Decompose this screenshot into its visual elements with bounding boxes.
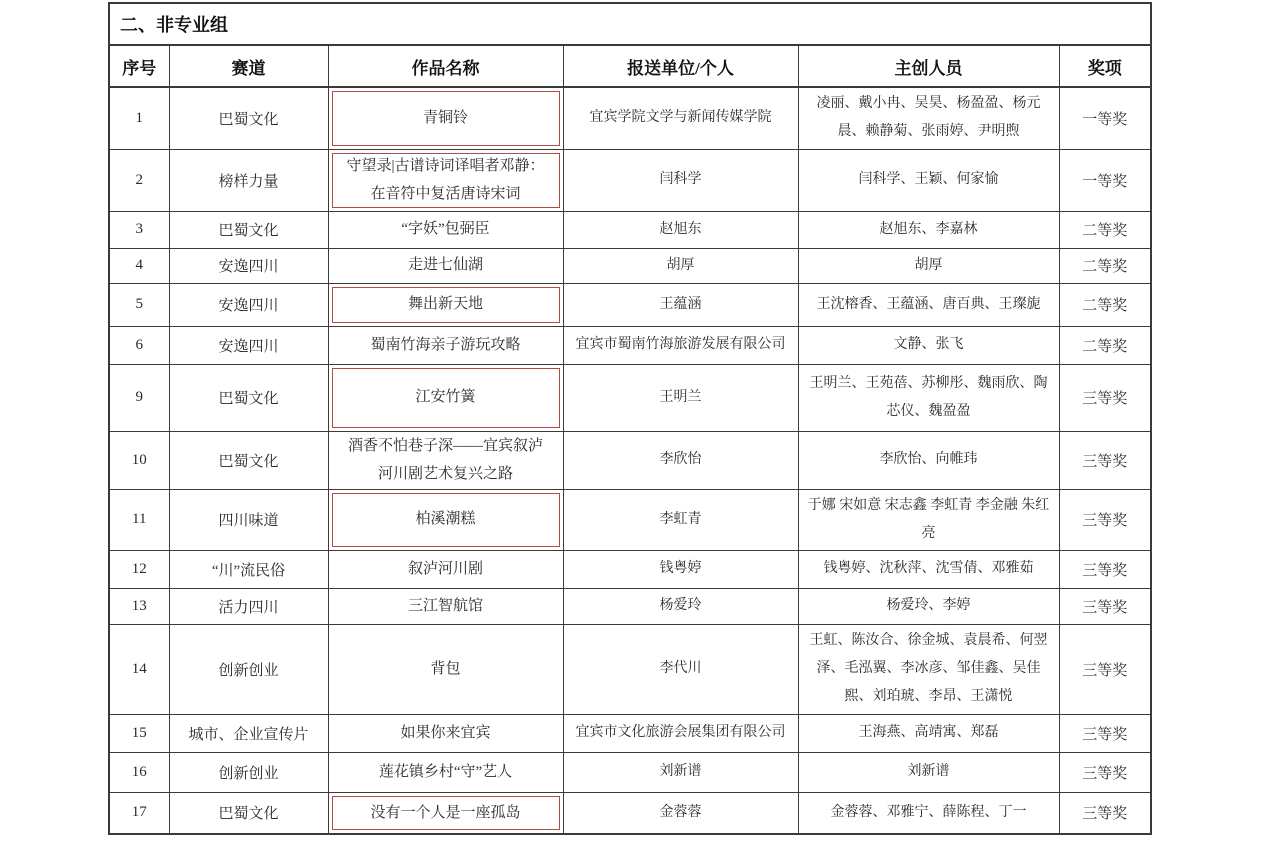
cell-work-title	[328, 588, 563, 624]
work-title-text: 蜀南竹海亲子游玩攻略	[370, 336, 521, 353]
cell-track: 巴蜀文化	[169, 792, 328, 834]
section-title-row	[109, 3, 1151, 45]
cell-award: 二等奖	[1059, 326, 1151, 364]
table-row	[109, 714, 1151, 752]
cell-creators: 赵旭东、李嘉林	[798, 211, 1059, 248]
cell-submitting-unit: 李代川	[563, 624, 798, 714]
cell-work-title	[328, 431, 563, 489]
cell-creators: 王海燕、高靖寓、郑磊	[798, 714, 1059, 752]
cell-serial-number: 2	[109, 149, 169, 211]
cell-work-title	[328, 211, 563, 248]
table-header-row	[109, 45, 1151, 87]
cell-work-title	[328, 248, 563, 283]
cell-serial-number: 3	[109, 211, 169, 248]
cell-serial-number: 6	[109, 326, 169, 364]
cell-track: “川”流民俗	[169, 550, 328, 588]
cell-track: 安逸四川	[169, 248, 328, 283]
cell-award: 三等奖	[1059, 364, 1151, 431]
cell-creators: 钱粤婷、沈秋萍、沈雪倩、邓雅茹	[798, 550, 1059, 588]
cell-creators: 李欣怡、向帷玮	[798, 431, 1059, 489]
work-title-text: 如果你来宜宾	[400, 724, 491, 741]
cell-serial-number: 1	[109, 87, 169, 149]
cell-serial-number: 4	[109, 248, 169, 283]
cell-work-title	[328, 489, 563, 550]
work-title-text: 叙泸河川剧	[407, 560, 483, 577]
cell-work-title	[328, 283, 563, 326]
cell-track: 榜样力量	[169, 149, 328, 211]
cell-award: 二等奖	[1059, 283, 1151, 326]
table-row	[109, 792, 1151, 834]
cell-serial-number: 13	[109, 588, 169, 624]
cell-track: 安逸四川	[169, 283, 328, 326]
work-title-text: 柏溪潮糕	[332, 493, 560, 547]
cell-work-title	[328, 624, 563, 714]
cell-creators: 王沈榕香、王蕴涵、唐百典、王璨旎	[798, 283, 1059, 326]
cell-award: 一等奖	[1059, 87, 1151, 149]
cell-submitting-unit: 李虹青	[563, 489, 798, 550]
cell-work-title	[328, 87, 563, 149]
cell-track: 活力四川	[169, 588, 328, 624]
cell-serial-number: 10	[109, 431, 169, 489]
cell-track: 创新创业	[169, 752, 328, 792]
cell-work-title	[328, 149, 563, 211]
cell-work-title	[328, 550, 563, 588]
cell-submitting-unit: 金蓉蓉	[563, 792, 798, 834]
cell-serial-number: 16	[109, 752, 169, 792]
cell-work-title	[328, 752, 563, 792]
cell-track: 城市、企业宣传片	[169, 714, 328, 752]
table-row	[109, 431, 1151, 489]
awards-table-wrapper	[108, 2, 1152, 835]
cell-award: 三等奖	[1059, 752, 1151, 792]
work-title-text: 背包	[430, 660, 461, 677]
work-title-text: 没有一个人是一座孤岛	[332, 796, 560, 831]
table-row	[109, 752, 1151, 792]
cell-award: 二等奖	[1059, 248, 1151, 283]
cell-track: 安逸四川	[169, 326, 328, 364]
cell-serial-number: 12	[109, 550, 169, 588]
cell-work-title	[328, 326, 563, 364]
cell-submitting-unit: 王明兰	[563, 364, 798, 431]
table-row	[109, 588, 1151, 624]
cell-submitting-unit: 李欣怡	[563, 431, 798, 489]
cell-submitting-unit: 杨爱玲	[563, 588, 798, 624]
awards-table	[108, 2, 1152, 835]
table-row	[109, 248, 1151, 283]
cell-award: 三等奖	[1059, 550, 1151, 588]
cell-creators: 闫科学、王颖、何家愉	[798, 149, 1059, 211]
cell-serial-number: 5	[109, 283, 169, 326]
table-row	[109, 87, 1151, 149]
work-title-text: 酒香不怕巷子深——宜宾叙泸河川剧艺术复兴之路	[347, 437, 543, 482]
cell-creators: 杨爱玲、李婷	[798, 588, 1059, 624]
cell-track: 巴蜀文化	[169, 211, 328, 248]
table-row	[109, 149, 1151, 211]
cell-submitting-unit: 钱粤婷	[563, 550, 798, 588]
cell-track: 巴蜀文化	[169, 87, 328, 149]
cell-award: 二等奖	[1059, 211, 1151, 248]
cell-track: 创新创业	[169, 624, 328, 714]
cell-creators: 金蓉蓉、邓雅宁、薛陈程、丁一	[798, 792, 1059, 834]
cell-work-title	[328, 714, 563, 752]
cell-award: 一等奖	[1059, 149, 1151, 211]
cell-track: 四川味道	[169, 489, 328, 550]
cell-creators: 于娜 宋如意 宋志鑫 李虹青 李金融 朱红亮	[798, 489, 1059, 550]
table-row	[109, 283, 1151, 326]
work-title-text: 舞出新天地	[332, 287, 560, 323]
table-row	[109, 211, 1151, 248]
header-work: 作品名称	[328, 45, 563, 87]
cell-serial-number: 17	[109, 792, 169, 834]
cell-submitting-unit: 宜宾市文化旅游会展集团有限公司	[563, 714, 798, 752]
table-row	[109, 489, 1151, 550]
table-row	[109, 624, 1151, 714]
work-title-text: 江安竹簧	[332, 368, 560, 428]
cell-submitting-unit: 王蕴涵	[563, 283, 798, 326]
cell-work-title	[328, 364, 563, 431]
header-creators: 主创人员	[798, 45, 1059, 87]
cell-award: 三等奖	[1059, 624, 1151, 714]
cell-work-title	[328, 792, 563, 834]
work-title-text: 青铜铃	[332, 91, 560, 146]
cell-creators: 文静、张飞	[798, 326, 1059, 364]
cell-submitting-unit: 胡厚	[563, 248, 798, 283]
table-row	[109, 326, 1151, 364]
cell-track: 巴蜀文化	[169, 431, 328, 489]
work-title-text: 莲花镇乡村“守”艺人	[378, 763, 513, 780]
cell-track: 巴蜀文化	[169, 364, 328, 431]
cell-submitting-unit: 宜宾学院文学与新闻传媒学院	[563, 87, 798, 149]
cell-creators: 王虹、陈汝合、徐金城、袁晨希、何翌泽、毛泓翼、李冰彦、邹佳鑫、吴佳熙、刘珀琥、李昂、王潇悦	[798, 624, 1059, 714]
table-row	[109, 364, 1151, 431]
cell-creators: 凌丽、戴小冉、吴昊、杨盈盈、杨元晨、赖静菊、张雨婷、尹明煦	[798, 87, 1059, 149]
header-track: 赛道	[169, 45, 328, 87]
header-unit: 报送单位/个人	[563, 45, 798, 87]
cell-award: 三等奖	[1059, 588, 1151, 624]
header-award: 奖项	[1059, 45, 1151, 87]
cell-creators: 刘新谱	[798, 752, 1059, 792]
cell-award: 三等奖	[1059, 714, 1151, 752]
cell-submitting-unit: 闫科学	[563, 149, 798, 211]
cell-creators: 胡厚	[798, 248, 1059, 283]
cell-award: 三等奖	[1059, 431, 1151, 489]
cell-award: 三等奖	[1059, 792, 1151, 834]
work-title-text: 三江智航馆	[407, 597, 483, 614]
header-no: 序号	[109, 45, 169, 87]
cell-submitting-unit: 刘新谱	[563, 752, 798, 792]
work-title-text: “字妖”包弼臣	[401, 221, 490, 238]
cell-submitting-unit: 赵旭东	[563, 211, 798, 248]
cell-serial-number: 11	[109, 489, 169, 550]
cell-submitting-unit: 宜宾市蜀南竹海旅游发展有限公司	[563, 326, 798, 364]
cell-serial-number: 15	[109, 714, 169, 752]
section-title: 二、非专业组	[109, 3, 1151, 45]
cell-creators: 王明兰、王苑蓓、苏柳彤、魏雨欣、陶芯仪、魏盈盈	[798, 364, 1059, 431]
cell-serial-number: 14	[109, 624, 169, 714]
cell-serial-number: 9	[109, 364, 169, 431]
cell-award: 三等奖	[1059, 489, 1151, 550]
work-title-text: 走进七仙湖	[407, 257, 483, 274]
work-title-text: 守望录|古谱诗词译唱者邓静：在音符中复活唐诗宋词	[332, 153, 560, 208]
table-row	[109, 550, 1151, 588]
